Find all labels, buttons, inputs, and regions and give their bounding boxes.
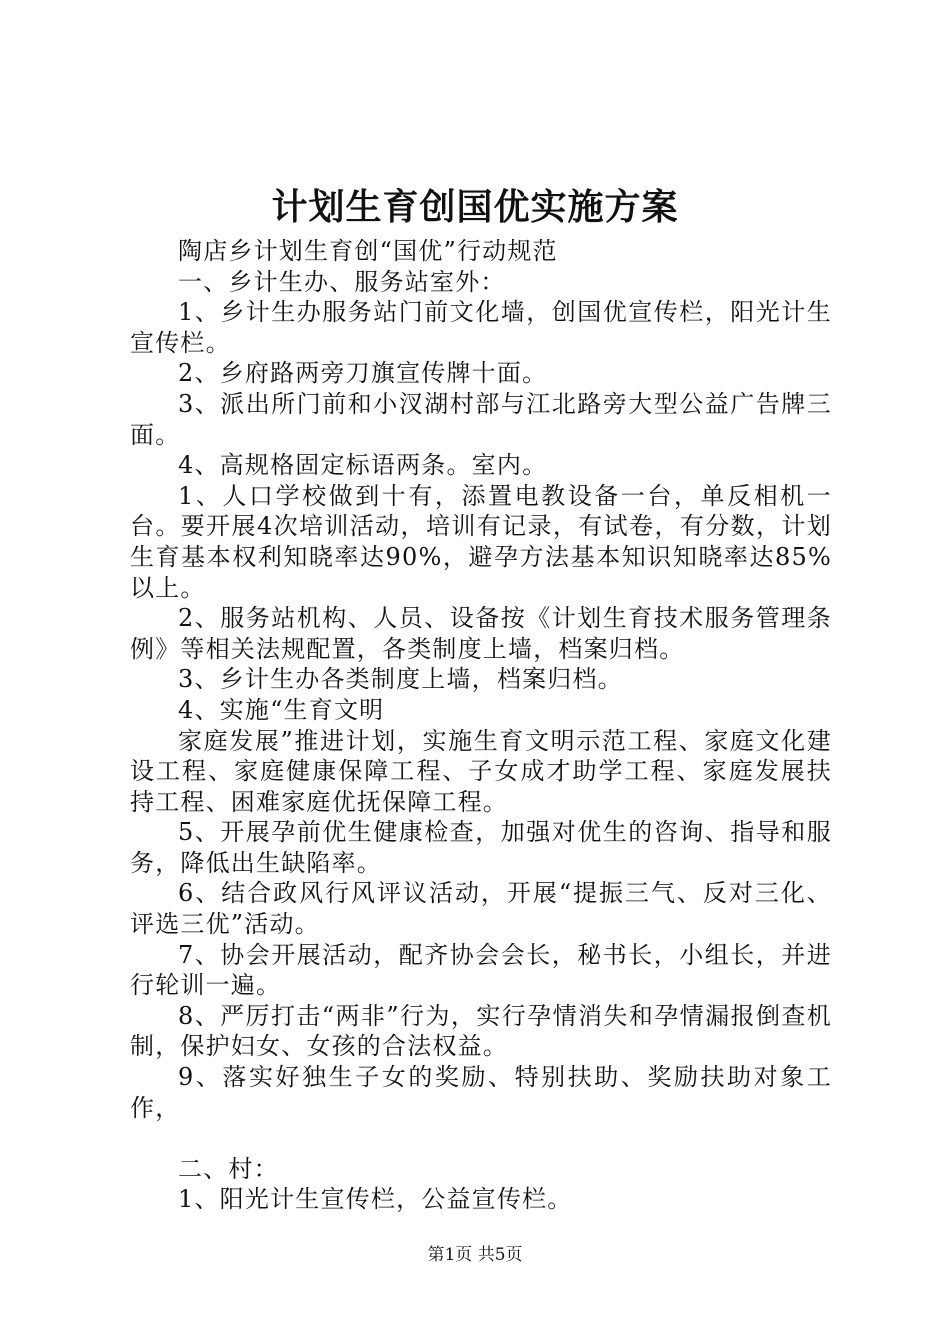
paragraph-item: 家庭发展”推进计划，实施生育文明示范工程、家庭文化建设工程、家庭健康保障工程、子女成才助学工程、家庭发展扶持工程、困难家庭优抚保障工程。 xyxy=(130,726,832,816)
paragraph-item: 2、乡府路两旁刀旗宣传牌十面。 xyxy=(178,359,548,388)
paragraph-item: 9、落实好独生子女的奖励、特别扶助、奖励扶助对象工作， xyxy=(130,1063,832,1122)
paragraph-item: 4、实施“生育文明 xyxy=(178,695,385,724)
paragraph-item: 5、开展孕前优生健康检查，加强对优生的咨询、指导和服务，降低出生缺陷率。 xyxy=(130,818,832,877)
paragraph-item: 8、严厉打击“两非”行为，实行孕情消失和孕情漏报倒查机制，保护妇女、女孩的合法权益。 xyxy=(130,1001,832,1061)
paragraph-item: 1、阳光计生宣传栏，公益宣传栏。 xyxy=(178,1185,573,1214)
paragraph-subtitle: 陶店乡计划生育创“国优”行动规范 xyxy=(178,237,558,265)
paragraph-item: 1、人口学校做到十有，添置电教设备一台，单反相机一台。要开展4次培训活动，培训有记录，有试卷，有分数，计划生育基本权利知晓率达90%，避孕方法基本知识知晓率达85%以上。 xyxy=(130,481,832,602)
page-number-footer: 第1页 共5页 xyxy=(427,1245,523,1265)
paragraph-section-2-heading: 二、村： xyxy=(178,1154,279,1183)
paragraph-item: 2、服务站机构、人员、设备按《计划生育技术服务管理条例》等相关法规配置，各类制度上墙，档案归档。 xyxy=(130,604,832,663)
paragraph-item: 6、结合政风行风评议活动，开展“提振三气、反对三化、评选三优”活动。 xyxy=(130,879,832,939)
document-body xyxy=(130,236,832,1215)
paragraph-item: 1、乡计生办服务站门前文化墙，创国优宣传栏，阳光计生宣传栏。 xyxy=(130,298,832,357)
paragraph-section-1-heading: 一、乡计生办、服务站室外： xyxy=(178,267,506,296)
paragraph-item: 3、乡计生办各类制度上墙，档案归档。 xyxy=(178,665,623,694)
paragraph-item: 4、高规格固定标语两条。室内。 xyxy=(178,451,548,480)
paragraph-item: 7、协会开展活动，配齐协会会长，秘书长，小组长，并进行轮训一遍。 xyxy=(130,940,832,1000)
page-title: 计划生育创国优实施方案 xyxy=(271,187,679,228)
paragraph-item: 3、派出所门前和小汊湖村部与江北路旁大型公益广告牌三面。 xyxy=(130,389,832,449)
